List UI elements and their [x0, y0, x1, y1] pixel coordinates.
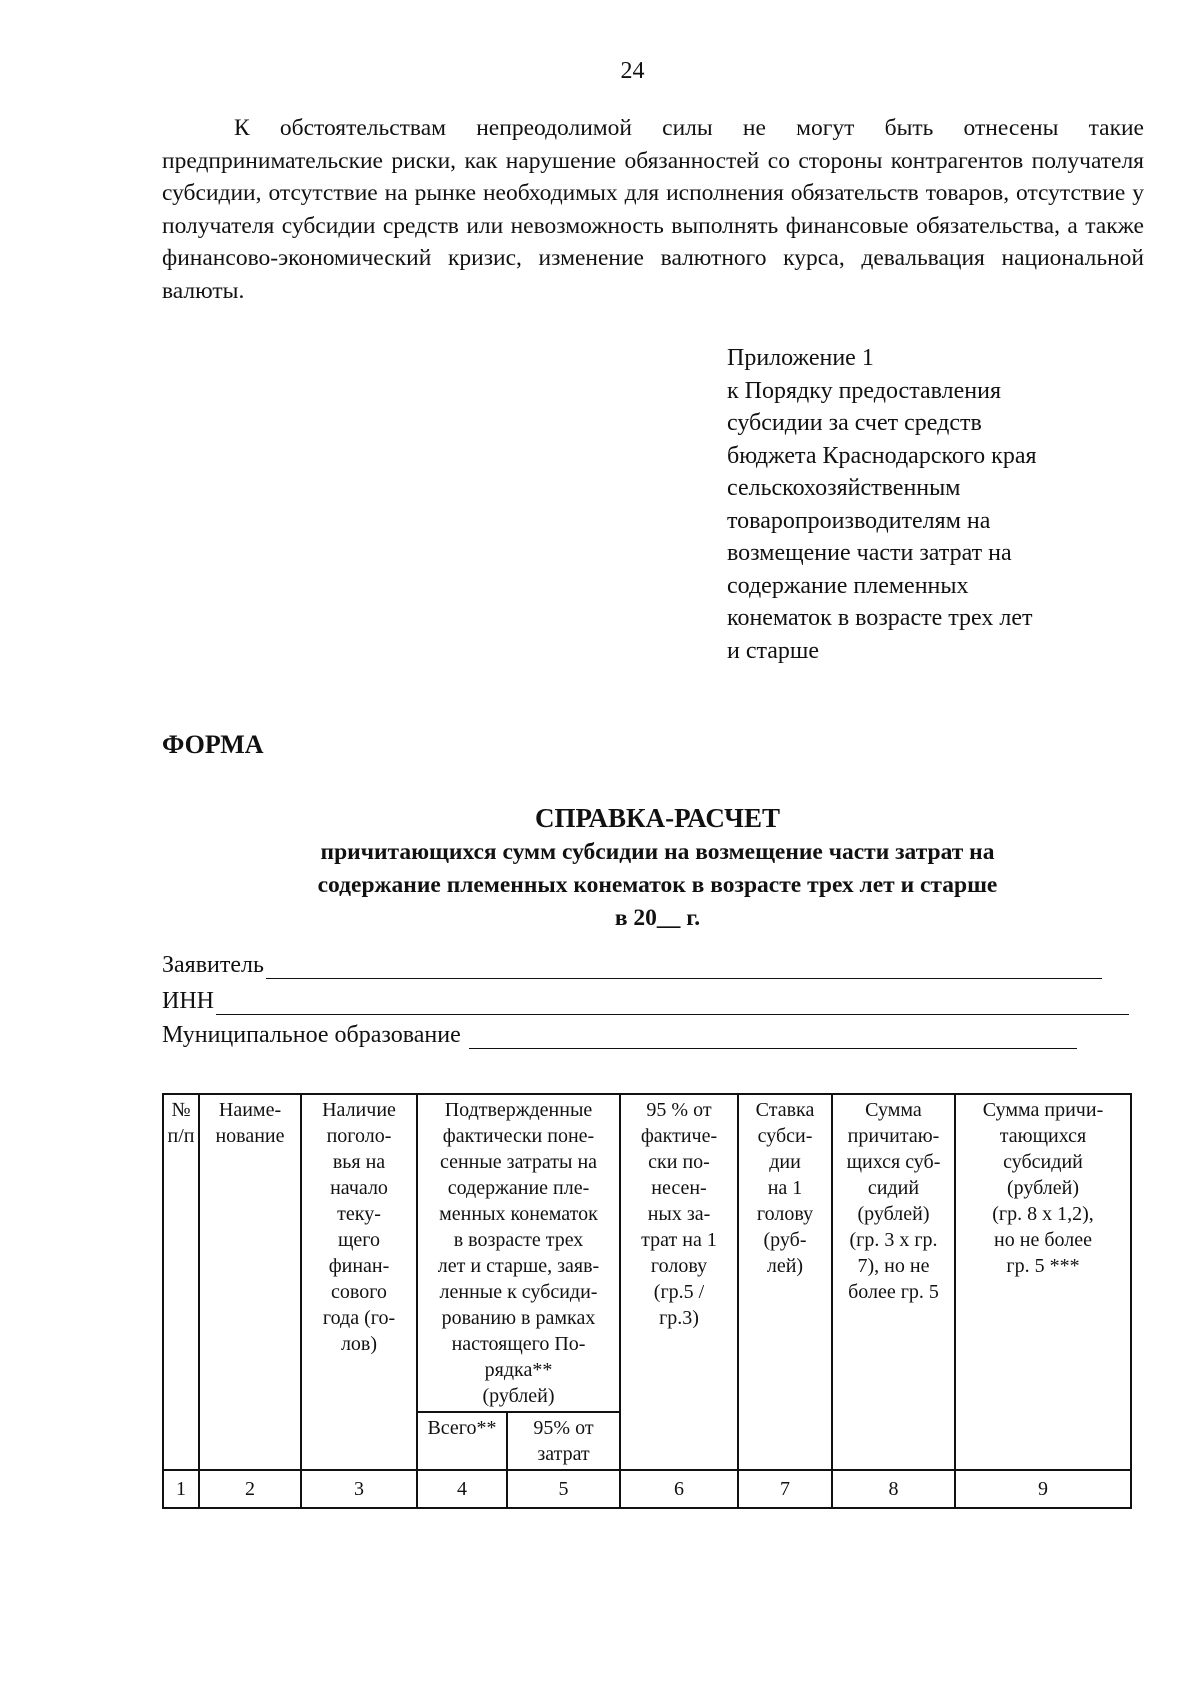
table-row — [163, 1470, 1131, 1508]
appendix-line: бюджета Краснодарского края — [727, 442, 1037, 469]
header-cell: Сумма причи- тающихся субсидий (рублей) (гр. 8 х 1,2), но не более гр. 5 *** — [955, 1094, 1131, 1470]
appendix-line: сельскохозяйственным — [727, 475, 961, 501]
column-number-cell: 5 — [507, 1470, 620, 1508]
inn-field — [162, 988, 1129, 1015]
municipality-input-line[interactable] — [469, 1026, 1077, 1049]
appendix-line: возмещение части затрат на — [727, 540, 1012, 566]
appendix-line: содержание племенных — [727, 572, 969, 599]
title-line-3: в 20__ г. — [614, 905, 701, 931]
header-cell: Ставка субси- дии на 1 голову (руб- лей) — [738, 1094, 832, 1470]
column-number-cell: 7 — [738, 1470, 832, 1508]
appendix-line: и старше — [727, 637, 820, 664]
header-cell: Наличие поголо- вья на начало теку- щего финан- сового года (го- лов) — [301, 1094, 417, 1470]
form-label: ФОРМА — [162, 730, 264, 759]
page-number: 24 — [620, 58, 645, 84]
municipality-field — [162, 1022, 1077, 1049]
column-number-cell: 1 — [163, 1470, 199, 1508]
column-number-cell: 4 — [417, 1470, 507, 1508]
appendix-block — [727, 342, 1127, 667]
header-cell: Наиме- нование — [199, 1094, 301, 1470]
appendix-line: конематок в возрасте трех лет — [727, 605, 1033, 631]
calculation-table — [162, 1093, 1132, 1509]
appendix-line: субсидии за счет средств — [727, 410, 982, 436]
header-cell: Сумма причитаю- щихся суб- сидий (рублей) (гр. 3 х гр. 7), но не более гр. 5 — [832, 1094, 955, 1470]
subheader-cell: 95% от затрат — [507, 1412, 620, 1470]
header-cell: № п/п — [163, 1094, 199, 1470]
column-number-cell: 2 — [199, 1470, 301, 1508]
title-line-2: содержание племенных конематок в возрасте трех лет и старше — [317, 872, 998, 898]
subheader-cell: Всего** — [417, 1412, 507, 1470]
applicant-label: Заявитель — [162, 952, 264, 978]
applicant-input-line[interactable] — [266, 956, 1102, 979]
appendix-line: к Порядку предоставления — [727, 377, 1002, 404]
appendix-line: товаропроизводителям на — [727, 507, 991, 534]
column-number-cell: 8 — [832, 1470, 955, 1508]
intro-paragraph: К обстоятельствам непреодолимой силы не могут быть отнесены такие предпринимательские риски, как нарушение обязанностей со стороны контрагентов получателя субсидии, отсутствие на рынке необходимых для исполнения обязательств товаров, отсутствие у получателя субсидии средств или невозможность выполнять финансовые обязательства, а также финансово-экономический кризис, изменение валютного курса, девальвация национальной валюты. — [162, 115, 1144, 304]
table-header-row — [163, 1094, 1131, 1412]
column-number-cell: 6 — [620, 1470, 738, 1508]
header-cell: Подтвержденные фактически поне- сенные затраты на содержание пле- менных конематок в возрасте трех лет и старше, заяв- ленные к субсиди- рованию в рамках настоящего По- рядка** (рублей) — [417, 1094, 620, 1412]
inn-input-line[interactable] — [216, 992, 1129, 1015]
title-line-1: причитающихся сумм субсидии на возмещение части затрат на — [320, 839, 995, 865]
inn-label: ИНН — [162, 988, 214, 1014]
applicant-field — [162, 952, 1102, 979]
column-number-cell: 9 — [955, 1470, 1131, 1508]
header-cell: 95 % от фактиче- ски по- несен- ных за- трат на 1 голову (гр.5 / гр.3) — [620, 1094, 738, 1470]
column-number-cell: 3 — [301, 1470, 417, 1508]
title-main: СПРАВКА-РАСЧЕТ — [535, 803, 780, 833]
document-title — [150, 800, 1165, 935]
appendix-line: Приложение 1 — [727, 345, 874, 371]
municipality-label: Муниципальное образование — [162, 1022, 461, 1048]
